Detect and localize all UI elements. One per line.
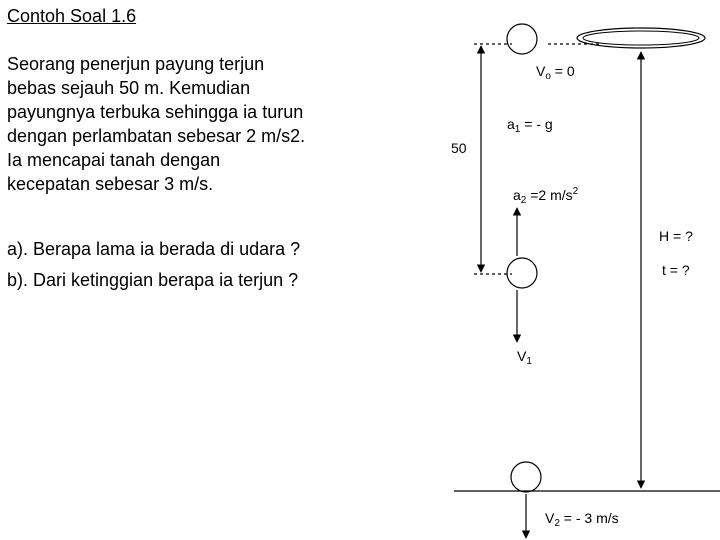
problem-line: kecepatan sebesar 3 m/s. bbox=[7, 174, 214, 194]
problem-line: bebas sejauh 50 m. Kemudian bbox=[7, 78, 251, 98]
distance-50-label: 50 bbox=[451, 140, 467, 156]
parachute-canopy-inner bbox=[583, 31, 699, 45]
problem-line: Seorang penerjun payung terjun bbox=[7, 54, 265, 74]
time-label: t = ? bbox=[662, 262, 690, 278]
problem-line: payungnya terbuka sehingga ia turun bbox=[7, 102, 304, 122]
v2-label: $V_2$ = - 3 m/s bbox=[545, 510, 619, 529]
a1-label: $a_1$ = - g bbox=[507, 116, 553, 135]
jumper-middle-circle bbox=[507, 258, 537, 288]
jumper-start-circle bbox=[507, 24, 537, 54]
question-a: a). Berapa lama ia berada di udara ? bbox=[7, 239, 301, 259]
problem-line: dengan perlambatan sebesar 2 m/s2. bbox=[7, 126, 306, 146]
a2-label: $a_2 =2$ $m/s^2$ bbox=[513, 186, 579, 206]
jumper-ground-circle bbox=[511, 462, 541, 492]
problem-line: Ia mencapai tanah dengan bbox=[7, 150, 221, 170]
v0-label: $V_o = 0$ bbox=[536, 63, 575, 82]
v1-label: $V_1$ bbox=[517, 348, 532, 367]
page-title: Contoh Soal 1.6 bbox=[7, 6, 137, 26]
question-b: b). Dari ketinggian berapa ia terjun ? bbox=[7, 270, 299, 290]
height-label: H = ? bbox=[659, 228, 693, 244]
